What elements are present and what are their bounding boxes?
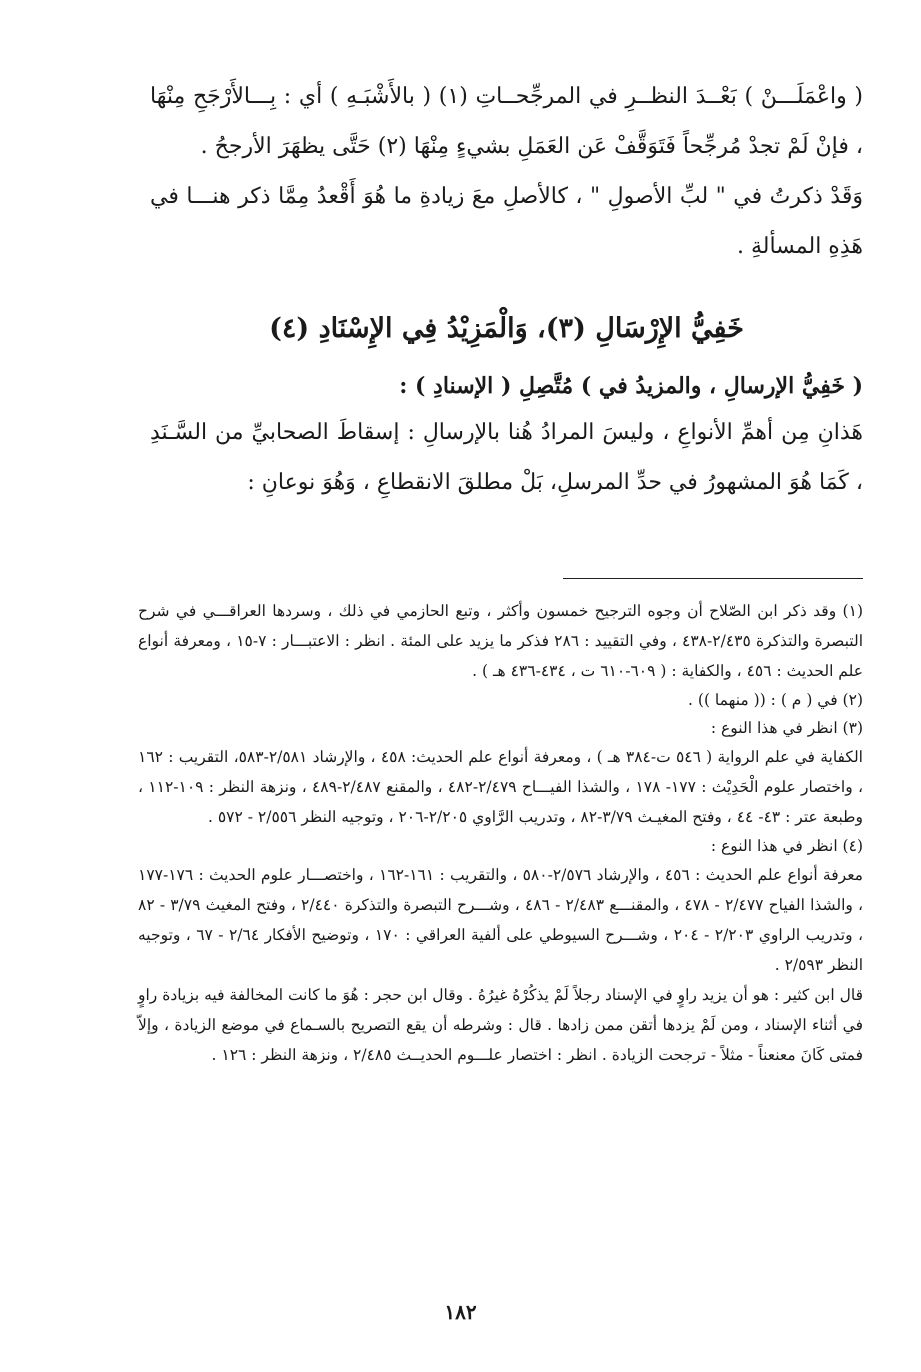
section-title: خَفِيُّ الإِرْسَالِ (٣)، وَالْمَزِيْدُ فِي الإِسْنَادِ (٤) bbox=[269, 313, 744, 344]
footnote-4-heading: (٤) انظر في هذا النوع : bbox=[710, 837, 863, 855]
paragraph-1: ( واعْمَلَـــنْ ) بَعْــدَ النظــرِ في المرجِّحــاتِ (١) ( بالأَشْبَـهِ ) أي : بِـــالأَرْجَحِ مِنْهَا ، فإنْ لَمْ تجدْ مُرجِّحاً فَتَوَقَّفْ عَن العَمَلِ بشيءٍ مِنْهَا (٢) حَتَّى يظهَرَ الأرجحُ . bbox=[150, 84, 863, 159]
footnote-2: (٢) في ( م ) : (( منهما )) . bbox=[688, 691, 863, 709]
footnote-3: الكفاية في علم الرواية ( ٥٤٦ ت-٣٨٤ هـ ) ، ومعرفة أنواع علم الحديث: ٤٥٨ ، والإرشاد ٢/٥٨١-٥٨٣، التقريب : ١٦٢ ، واختصار علوم الْحَدِيْث : ١٧٧- ١٧٨ ، والشذا الفيـــاح ٢/٤٧٩-٤٨٢ ، والمقنع ٢/٤٨٧-٤٨٩ ، ونزهة النظر : ١٠٩-١١٢ ، وطبعة عتر : ٤٣- ٤٤ ، وفتح المغيـث ٣/٧٩-٨٢ ، وتدريب الرَّاوي ٢/٢٠٥-٢٠٦ ، وتوجيه النظر ٢/٥٥٦ - ٥٧٢ . bbox=[138, 748, 863, 826]
main-text bbox=[150, 72, 863, 508]
footnotes bbox=[138, 596, 863, 1070]
paragraph-3: هَذانِ مِن أهمِّ الأنواعِ ، وليسَ المرادُ هُنا بالإرسالِ : إسقاطَ الصحابيِّ من السَّـنَدِ ، كَمَا هُوَ المشهورُ في حدِّ المرسلِ، بَلْ مطلقَ الانقطاعِ ، وَهُوَ نوعانِ : bbox=[150, 420, 863, 495]
section-subtitle: ( خَفِيُّ الإرسالِ ، والمزيدُ في ) مُتَّصِلِ ( الإسنادِ ) : bbox=[399, 373, 863, 399]
footnote-1: (١) وقد ذكر ابن الصّلاح أن وجوه الترجيح خمسون وأكثر ، وتبع الحازمي في ذلك ، وسردها العراقـــي في شرح التبصرة والتذكرة ٢/٤٣٥-٤٣٨ ، وفي التقييد : ٢٨٦ فذكر ما يزيد على المئة . انظر : الاعتبـــار : ٧-١٥ ، ومعرفة أنواع علم الحديث : ٤٥٦ ، والكفاية : ( ٦٠٩-٦١٠ ت ، ٤٣٤-٤٣٦ هـ ) . bbox=[138, 602, 863, 680]
paragraph-2: وَقَدْ ذكرتُ في " لبِّ الأصولِ " ، كالأصلِ معَ زيادةِ ما هُوَ أَقْعدُ مِمَّا ذكر هنـــا في هَذِهِ المسألةِ . bbox=[150, 184, 863, 259]
footnote-4-continued: قال ابن كثير : هو أن يزيد راوٍ في الإسناد رجلاً لَمْ يذكُرْهُ غيرُهُ . وقال ابن حجر : هُوَ ما كانت المخالفة فيه بزيادة راوٍ في أثناء الإسناد ، ومن لَمْ يزدها أتقن ممن زادها . قال : وشرطه أن يقع التصريح بالسـماع في موضع الزيادة ، وإلاّ فمتى كَانَ معنعناً - مثلاً - ترجحت الزيادة . انظر : اختصار علـــوم الحديــث ٢/٤٨٥ ، ونزهة النظر : ١٢٦ . bbox=[138, 986, 863, 1064]
footnote-3-heading: (٣) انظر في هذا النوع : bbox=[710, 719, 863, 737]
footnote-4: معرفة أنواع علم الحديث : ٤٥٦ ، والإرشاد ٢/٥٧٦-٥٨٠ ، والتقريب : ١٦١-١٦٢ ، واختصـــار علوم الحديث : ١٧٦-١٧٧ ، والشذا الفياح ٢/٤٧٧ - ٤٧٨ ، والمقنـــع ٢/٤٨٣ - ٤٨٦ ، وشـــرح التبصرة والتذكرة ٢/٤٤٠ ، وفتح المغيث ٣/٧٩ - ٨٢ ، وتدريب الراوي ٢/٢٠٣ - ٢٠٤ ، وشـــرح السيوطي على ألفية العراقي : ١٧٠ ، وتوضيح الأفكار ٢/٦٤ - ٦٧ ، وتوجيه النظر ٢/٥٩٣ . bbox=[138, 866, 864, 974]
page-number: ١٨٢ bbox=[444, 1300, 477, 1324]
footnote-divider bbox=[563, 578, 863, 579]
